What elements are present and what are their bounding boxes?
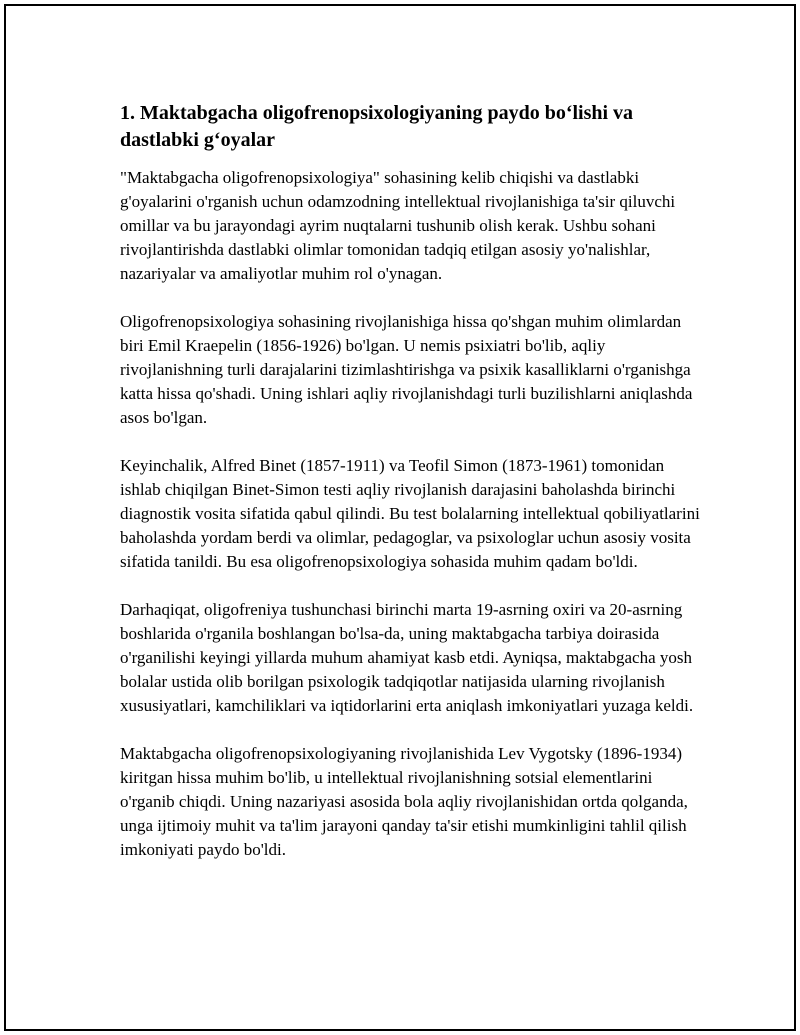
page-frame xyxy=(4,4,796,1031)
paragraph-vygotsky: Maktabgacha oligofrenopsixologiyaning rivojlanishida Lev Vygotsky (1896-1934) kiritgan hissa muhim bo'lib, u intellektual rivojlanishning sotsial elementlarini o'rganib chiqdi. Uning nazariyasi asosida bola aqliy rivojlanishidan ortda qolganda, unga ijtimoiy muhit va ta'lim jarayoni qanday ta'sir etishi mumkinligini tahlil qilish imkoniyati paydo bo'ldi. xyxy=(120,744,688,859)
paragraph-kraepelin: Oligofrenopsixologiya sohasining rivojlanishiga hissa qo'shgan muhim olimlardan biri Emil Kraepelin (1856-1926) bo'lgan. U nemis psixiatri bo'lib, aqliy rivojlanishning turli darajalarini tizimlashtirishga va psixik kasalliklarni o'rganishga katta hissa qo'shadi. Uning ishlari aqliy rivojlanishdagi turli buzilishlarni aniqlashda asos bo'lgan. xyxy=(120,312,693,427)
paragraph-oligophrenia-history: Darhaqiqat, oligofreniya tushunchasi birinchi marta 19-asrning oxiri va 20-asrning boshlarida o'rganila boshlangan bo'lsa-da, uning maktabgacha tarbiya doirasida o'rganilishi keyingi yillarda muhum ahamiyat kasb etdi. Ayniqsa, maktabgacha yosh bolalar ustida olib borilgan psixologik tadqiqotlar natijasida ularning rivojlanish xususiyatlari, kamchiliklari va iqtidorlarini erta aniqlash imkoniyatlari yuzaga keldi. xyxy=(120,600,694,715)
paragraph-intro: "Maktabgacha oligofrenopsixologiya" sohasining kelib chiqishi va dastlabki g'oyalarini o'rganish uchun odamzodning intellektual rivojlanishiga ta'sir qiluvchi omillar va bu jarayondagi ayrim nuqtalarni tushunib olish kerak. Ushbu sohani rivojlantirishda dastlabki olimlar tomonidan tadqiq etilgan asosiy yo'nalishlar, nazariyalar va amaliyotlar muhim rol o'ynagan. xyxy=(120,168,676,283)
document-body xyxy=(120,100,700,886)
paragraph-binet-simon: Keyinchalik, Alfred Binet (1857-1911) va Teofil Simon (1873-1961) tomonidan ishlab chiqilgan Binet-Simon testi aqliy rivojlanish darajasini baholashda birinchi diagnostik vosita sifatida qabul qilindi. Bu test bolalarning intellektual qobiliyatlarini baholashda yordam berdi va olimlar, pedagoglar, va psixologlar uchun asosiy vosita sifatida tanildi. Bu esa oligofrenopsixologiya sohasida muhim qadam bo'ldi. xyxy=(120,456,700,571)
section-heading: 1. Maktabgacha oligofrenopsixologiyaning paydo bo‘lishi va dastlabki g‘oyalar xyxy=(120,102,634,151)
